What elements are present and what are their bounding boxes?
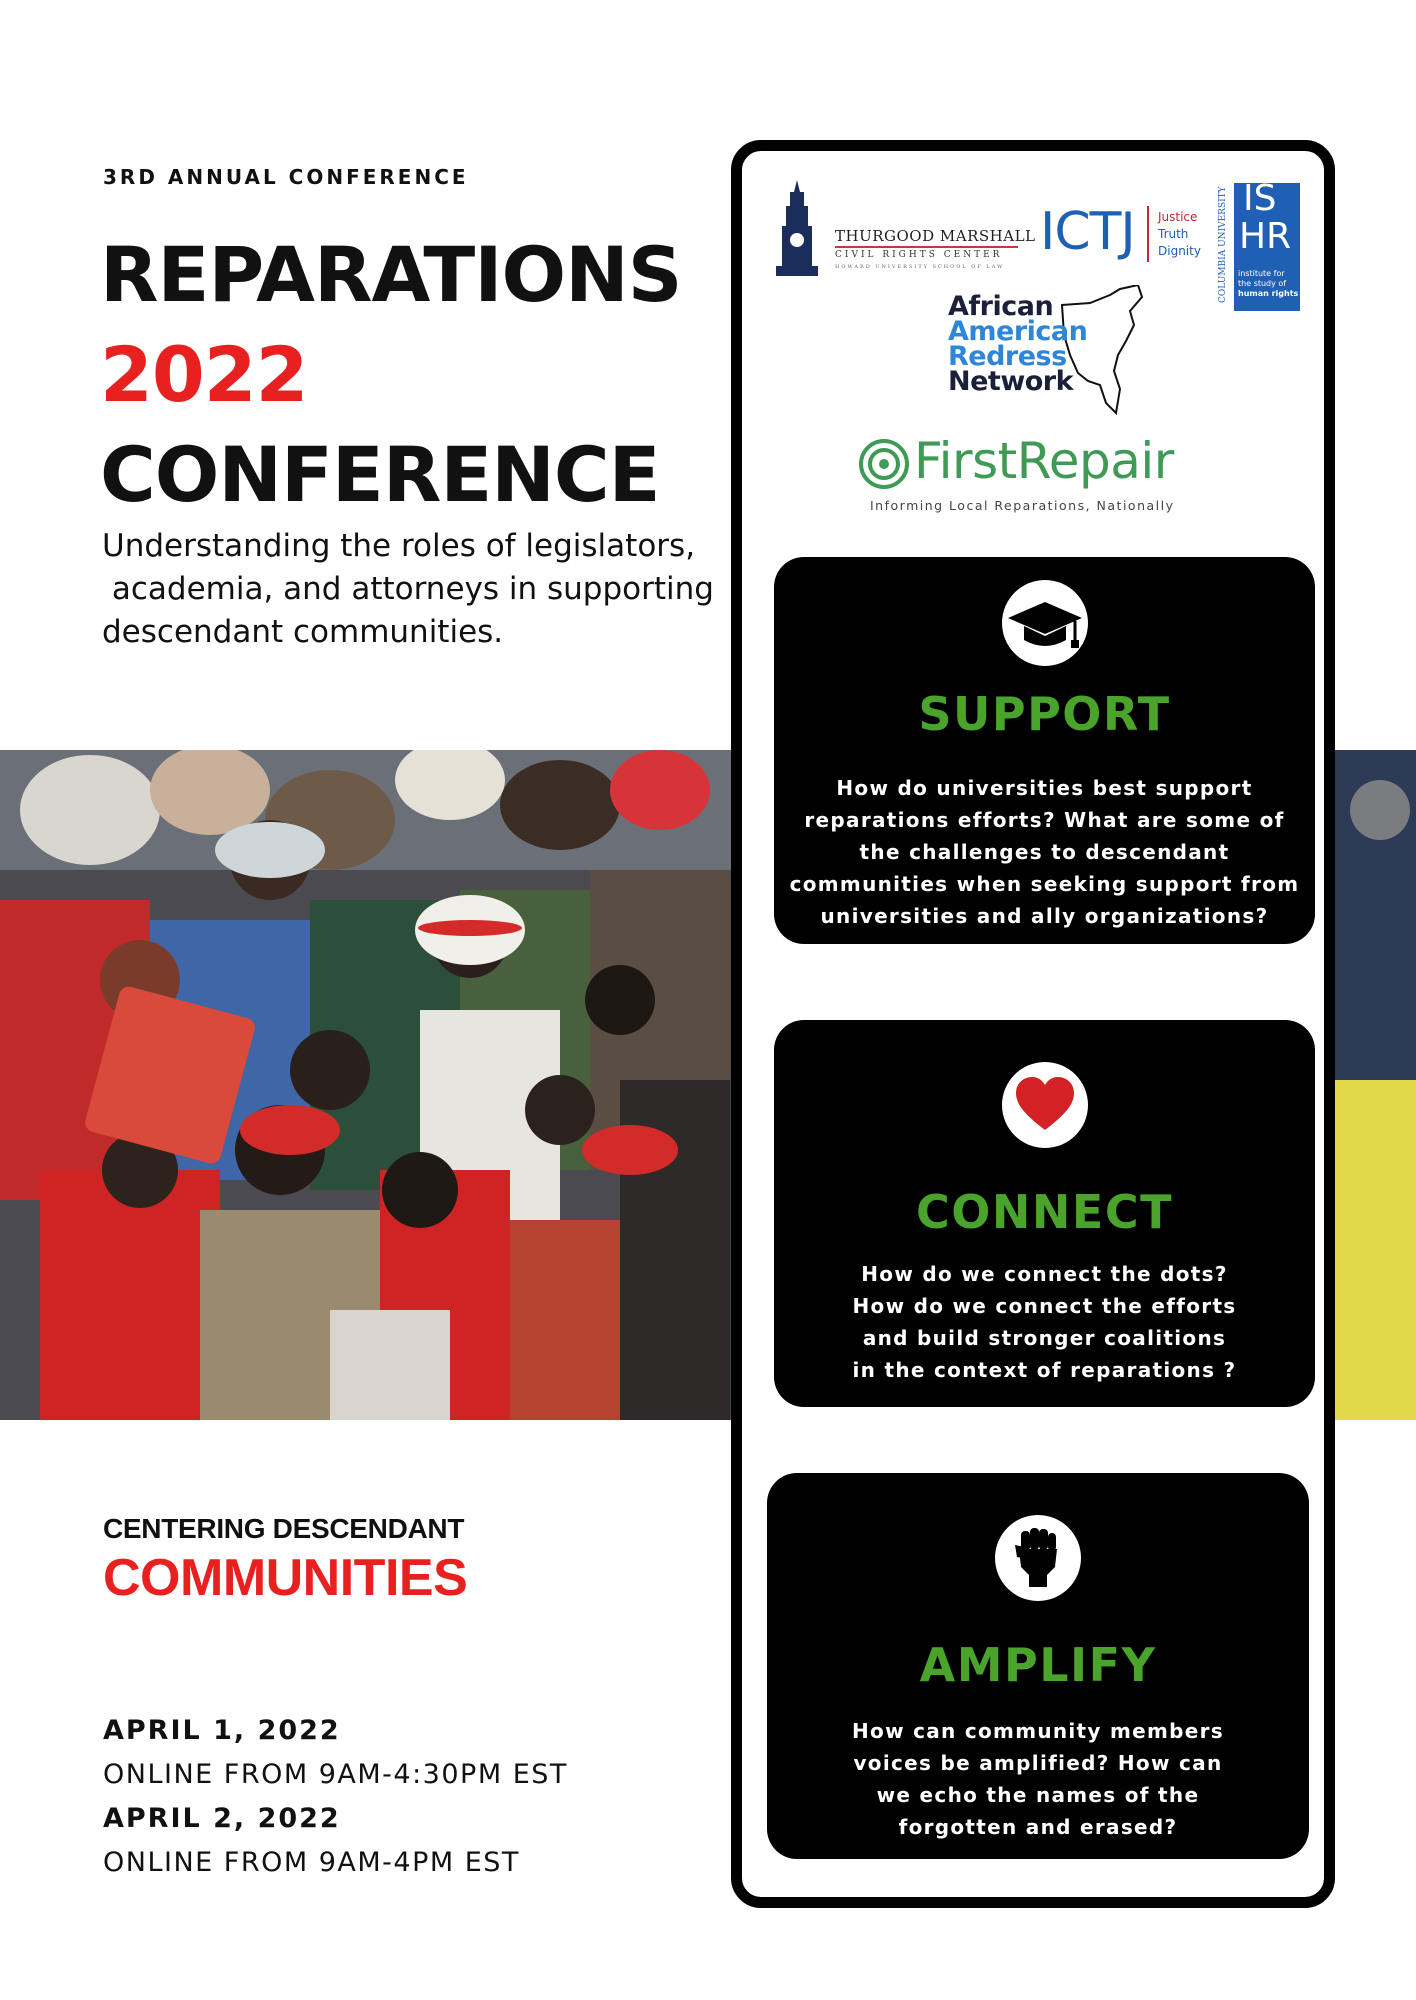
schedule-time: ONLINE FROM 9AM-4:30PM EST (103, 1759, 568, 1790)
centering-heading: CENTERING DESCENDANT (103, 1513, 465, 1544)
ictj-divider (1147, 206, 1149, 262)
ishr-caption (1238, 269, 1298, 299)
raised-fist-icon (995, 1515, 1081, 1601)
ishr-line: HR (1239, 216, 1292, 257)
schedule-date: APRIL 1, 2022 (103, 1715, 341, 1746)
graduation-cap-icon (1002, 580, 1088, 666)
communities-heading: COMMUNITIES (103, 1549, 468, 1607)
amplify-text-line: How can community members (851, 1719, 1225, 1743)
title-line-1: REPARATIONS (100, 230, 682, 319)
clock-tower-icon (772, 180, 822, 280)
ishr-caption-line: the study of (1238, 279, 1287, 288)
ishr-vertical (1218, 185, 1232, 309)
amplify-text-line: forgotten and erased? (898, 1815, 1178, 1839)
aarn-line: African (948, 291, 1054, 322)
support-text-line: reparations efforts? What are some of (804, 808, 1285, 832)
thurgood-divider (835, 246, 1018, 248)
ictj-tag: Justice (1158, 210, 1198, 224)
ishr-vertical-text: COLUMBIA UNIVERSITY (1218, 186, 1228, 303)
subtitle-line: academia, and attorneys in supporting (102, 571, 714, 607)
connect-text-line: in the context of reparations ? (852, 1358, 1237, 1382)
connect-text-line: How do we connect the efforts (852, 1294, 1237, 1318)
amplify-title: AMPLIFY (919, 1638, 1157, 1692)
support-title: SUPPORT (918, 687, 1171, 741)
aarn-logo (948, 291, 1088, 397)
support-text-line: universities and ally organizations? (820, 904, 1269, 928)
schedule-time: ONLINE FROM 9AM-4PM EST (103, 1847, 520, 1878)
aarn-line: American (948, 316, 1088, 347)
firstrepair-tagline: Informing Local Reparations, Nationally (870, 498, 1175, 513)
support-card (774, 557, 1315, 944)
aarn-line: Network (948, 366, 1074, 397)
thurgood-marshall-name: THURGOOD MARSHALL (835, 227, 1036, 245)
subtitle-line: descendant communities. (102, 614, 504, 650)
thurgood-caption: HOWARD UNIVERSITY SCHOOL OF LAW (835, 264, 1005, 270)
title-year: 2022 (100, 330, 308, 419)
amplify-card (767, 1473, 1309, 1859)
subtitle-line: Understanding the roles of legislators, (102, 528, 696, 564)
ictj-tag: Dignity (1158, 244, 1201, 258)
thurgood-subtitle: CIVIL RIGHTS CENTER (835, 250, 1003, 260)
connect-text (774, 1258, 1315, 1386)
ishr-caption-line: institute for (1238, 269, 1285, 278)
amplify-text (767, 1715, 1309, 1843)
support-text (774, 772, 1315, 932)
subtitle (102, 525, 742, 654)
support-text-line: the challenges to descendant (859, 840, 1230, 864)
aarn-line: Redress (948, 341, 1067, 372)
connect-text-line: How do we connect the dots? (861, 1262, 1228, 1286)
eyebrow-text: 3RD ANNUAL CONFERENCE (103, 165, 469, 189)
connect-title: CONNECT (916, 1185, 1173, 1239)
support-text-line: communities when seeking support from (789, 872, 1300, 896)
ishr-block (1234, 178, 1300, 311)
ictj-logo: ICTJ (1040, 202, 1135, 262)
ishr-logo (1218, 178, 1302, 311)
firstrepair-mark-icon (858, 438, 910, 490)
connect-card (774, 1020, 1315, 1407)
heart-icon (1002, 1062, 1088, 1148)
connect-text-line: and build stronger coalitions (862, 1326, 1227, 1350)
ictj-tagline (1158, 209, 1201, 260)
ictj-tag: Truth (1158, 227, 1189, 241)
schedule-date: APRIL 2, 2022 (103, 1803, 341, 1834)
amplify-text-line: we echo the names of the (876, 1783, 1200, 1807)
support-text-line: How do universities best support (836, 776, 1253, 800)
title-line-3: CONFERENCE (100, 430, 660, 519)
amplify-text-line: voices be amplified? How can (853, 1751, 1223, 1775)
ishr-line: IS (1243, 178, 1277, 219)
ishr-caption-line: human rights (1238, 289, 1299, 298)
firstrepair-logo: FirstRepair (914, 432, 1174, 490)
